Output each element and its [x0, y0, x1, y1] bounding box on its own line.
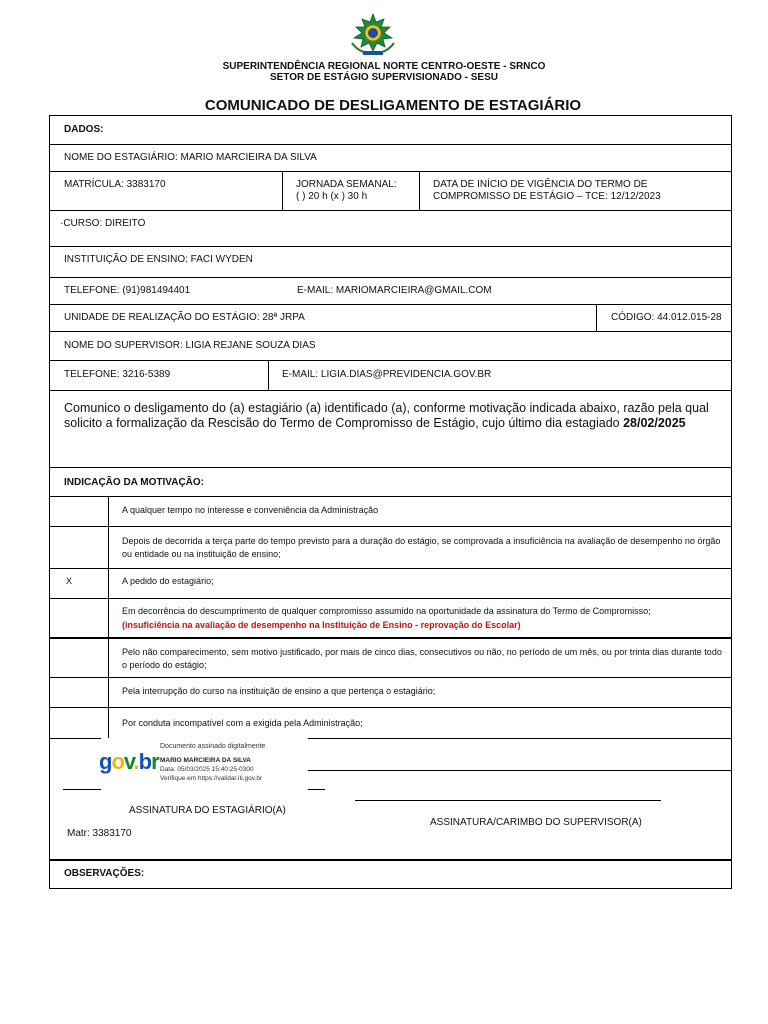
data-inicio-line-1: DATA DE INÍCIO DE VIGÊNCIA DO TERMO DE [433, 179, 648, 190]
data-inicio-line-2: COMPROMISSO DE ESTÁGIO – TCE: 12/12/2023 [433, 191, 661, 202]
motivation-option-text: Pelo não comparecimento, sem motivo justificado, por mais de cinco dias, consecutivos ou não, no período de um mês, ou por trinta dias durante todo o período do estágio; [122, 647, 722, 670]
nome-estagiario: NOME DO ESTAGIÁRIO: MARIO MARCIEIRA DA SILVA [64, 152, 317, 163]
motivation-heading: INDICAÇÃO DA MOTIVAÇÃO: [64, 477, 204, 488]
digital-signature-name: MARIO MARCIEIRA DA SILVA [160, 757, 251, 764]
matricula: MATRÍCULA: 3383170 [64, 179, 166, 190]
motivation-option-text: A pedido do estagiário; [122, 576, 214, 586]
last-day-date: 28/02/2025 [623, 416, 686, 430]
digital-signature-label: Documento assinado digitalmente [160, 743, 266, 750]
org-line-2: SETOR DE ESTÁGIO SUPERVISIONADO - SESU [269, 72, 498, 83]
estagiario-signature-label: ASSINATURA DO ESTAGIÁRIO(A) [129, 805, 286, 816]
codigo: CÓDIGO: 44.012.015-28 [611, 312, 722, 323]
jornada-label: JORNADA SEMANAL: [296, 179, 397, 190]
digital-signature-verify: Verifique em https://validar.iti.gov.br [160, 775, 263, 782]
motivation-option-text: Depois de decorrida a terça parte do tempo previsto para a duração do estágio, se comprovada a insuficiência na avaliação de desempenho no órgão ou entidade ou na instituição de ensino; [122, 536, 721, 559]
jornada-value: ( ) 20 h (x ) 30 h [296, 191, 368, 202]
unidade: UNIDADE DE REALIZAÇÃO DO ESTÁGIO: 28ª JRPA [64, 312, 305, 323]
supervisor-signature-label: ASSINATURA/CARIMBO DO SUPERVISOR(A) [430, 817, 642, 828]
email-supervisor: E-MAIL: LIGIA.DIAS@PREVIDENCIA.GOV.BR [282, 369, 492, 380]
govbr-logo: gov.br [99, 749, 159, 774]
motivation-option-note: (insuficiência na avaliação de desempenho na Instituição de Ensino - reprovação do Escolar) [122, 620, 521, 630]
telefone-estagiario: TELEFONE: (91)981494401 [64, 285, 191, 296]
signature-matricula: Matr: 3383170 [67, 828, 132, 839]
page-title: COMUNICADO DE DESLIGAMENTO DE ESTAGIÁRIO [204, 97, 582, 114]
coat-of-arms-icon [349, 13, 397, 57]
dados-heading: DADOS: [64, 124, 104, 135]
email-estagiario: E-MAIL: MARIOMARCIEIRA@GMAIL.COM [297, 285, 492, 296]
motivation-option-text: Pela interrupção do curso na instituição de ensino a que pertença o estagiário; [122, 686, 436, 696]
communication-text: Comunico o desligamento do (a) estagiário (a) identificado (a), conforme motivação indicada abaixo, razão pela qual solicito a formalização da Rescisão do Termo de Compromisso de Estágio, cujo último dia estagiado 28/02/2025 [64, 401, 709, 430]
supervisor: NOME DO SUPERVISOR: LIGIA REJANE SOUZA DIAS [64, 340, 316, 351]
motivation-option-text: A qualquer tempo no interesse e conveniência da Administração [122, 505, 379, 515]
org-line-1: SUPERINTENDÊNCIA REGIONAL NORTE CENTRO-OESTE - SRNCO [222, 61, 546, 72]
observacoes-heading: OBSERVAÇÕES: [64, 868, 145, 879]
motivation-option-text: Por conduta incompatível com a exigida pela Administração; [122, 718, 363, 728]
motivation-option-text: Em decorrência do descumprimento de qualquer compromisso assumido na oportunidade da assinatura do Termo de Compromisso; [122, 606, 651, 616]
telefone-supervisor: TELEFONE: 3216-5389 [64, 369, 171, 380]
motivation-option-mark: X [66, 576, 73, 586]
digital-signature-date: Data: 05/03/2025 15:40:25-0300 [160, 766, 254, 773]
curso: ·CURSO: DIREITO [60, 218, 146, 229]
instituicao: INSTITUIÇÃO DE ENSINO: FACI WYDEN [64, 254, 253, 265]
